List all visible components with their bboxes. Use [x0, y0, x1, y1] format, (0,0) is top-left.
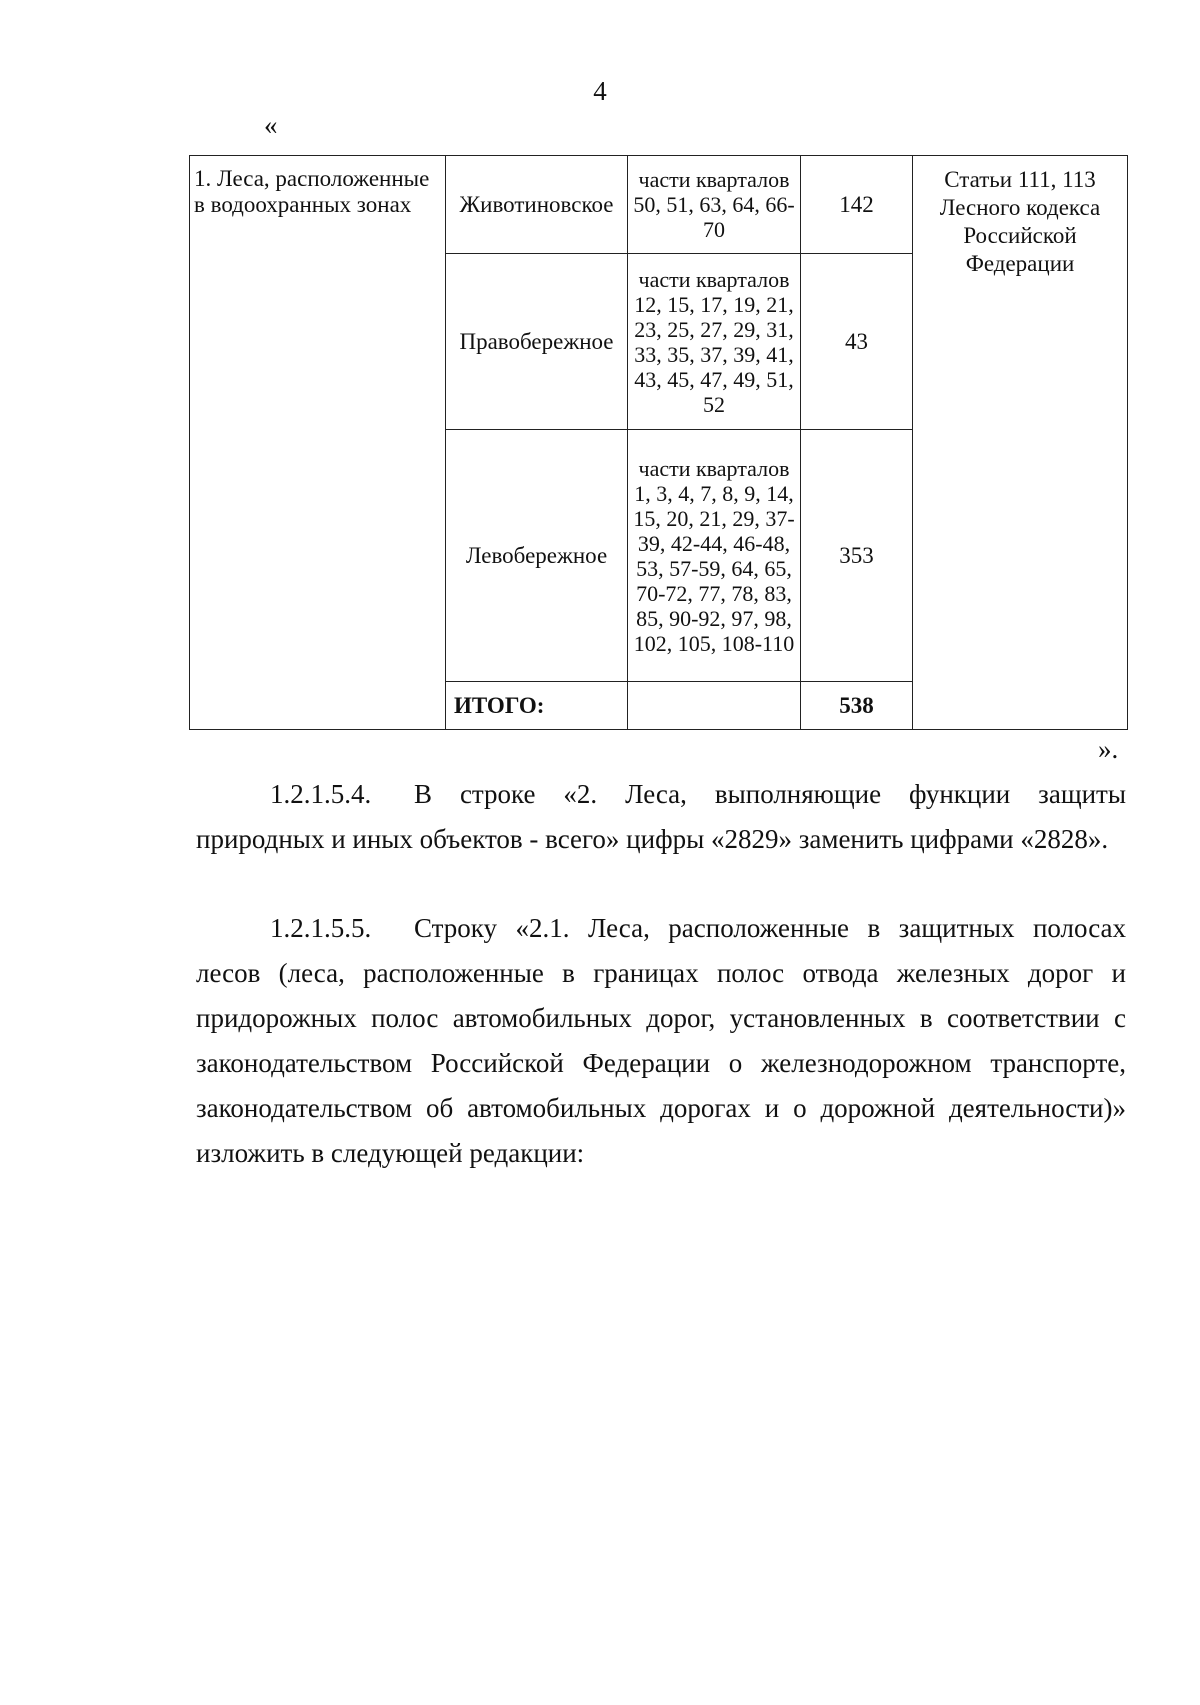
forest-category-cell: 1. Леса, расположенные в водоохранных зонах: [190, 156, 446, 730]
total-label-cell: ИТОГО:: [446, 682, 628, 730]
quarters-cell: части кварталов 12, 15, 17, 19, 21, 23, 25, 27, 29, 31, 33, 35, 37, 39, 41, 43, 45, 47, 49, 51, 52: [628, 254, 801, 430]
quarters-cell: части кварталов 1, 3, 4, 7, 8, 9, 14, 15, 20, 21, 29, 37-39, 42-44, 46-48, 53, 57-59, 64, 65, 70-72, 77, 78, 83, 85, 90-92, 97, 98, 102, 105, 108-110: [628, 430, 801, 682]
quarters-cell: части кварталов 50, 51, 63, 64, 66-70: [628, 156, 801, 254]
forestry-name-cell: Животиновское: [446, 156, 628, 254]
paragraph-text: Строку «2.1. Леса, расположенные в защитных полосах лесов (леса, расположенные в границах полос отвода железных дорог и придорожных полос автомобильных дорог, установленных в соответствии с законодательством Российской Федерации о железнодорожном транспорте, законодательством об автомобильных дорогах и о дорожной деятельности)» изложить в следующей редакции:: [196, 913, 1126, 1168]
closing-quote-mark: ».: [1098, 734, 1119, 764]
opening-quote-mark: «: [264, 110, 278, 140]
total-value-cell: 538: [801, 682, 913, 730]
paragraph-1-2-1-5-5: [196, 906, 1126, 1176]
paragraph-number: 1.2.1.5.5.: [270, 913, 372, 943]
forest-zones-table: [189, 155, 1128, 730]
area-cell: 353: [801, 430, 913, 682]
table-row: [190, 156, 1128, 254]
paragraph-text: В строке «2. Леса, выполняющие функции защиты природных и иных объектов - всего» цифры «2829» заменить цифрами «2828».: [196, 779, 1126, 854]
paragraph-1-2-1-5-4: [196, 772, 1126, 862]
page-number: 4: [593, 76, 607, 106]
area-cell: 142: [801, 156, 913, 254]
area-cell: 43: [801, 254, 913, 430]
forestry-name-cell: Правобережное: [446, 254, 628, 430]
paragraph-number: 1.2.1.5.4.: [270, 779, 372, 809]
empty-cell: [628, 682, 801, 730]
forestry-name-cell: Левобережное: [446, 430, 628, 682]
legal-basis-cell: Статьи 111, 113 Лесного кодекса Российской Федерации: [913, 156, 1128, 730]
